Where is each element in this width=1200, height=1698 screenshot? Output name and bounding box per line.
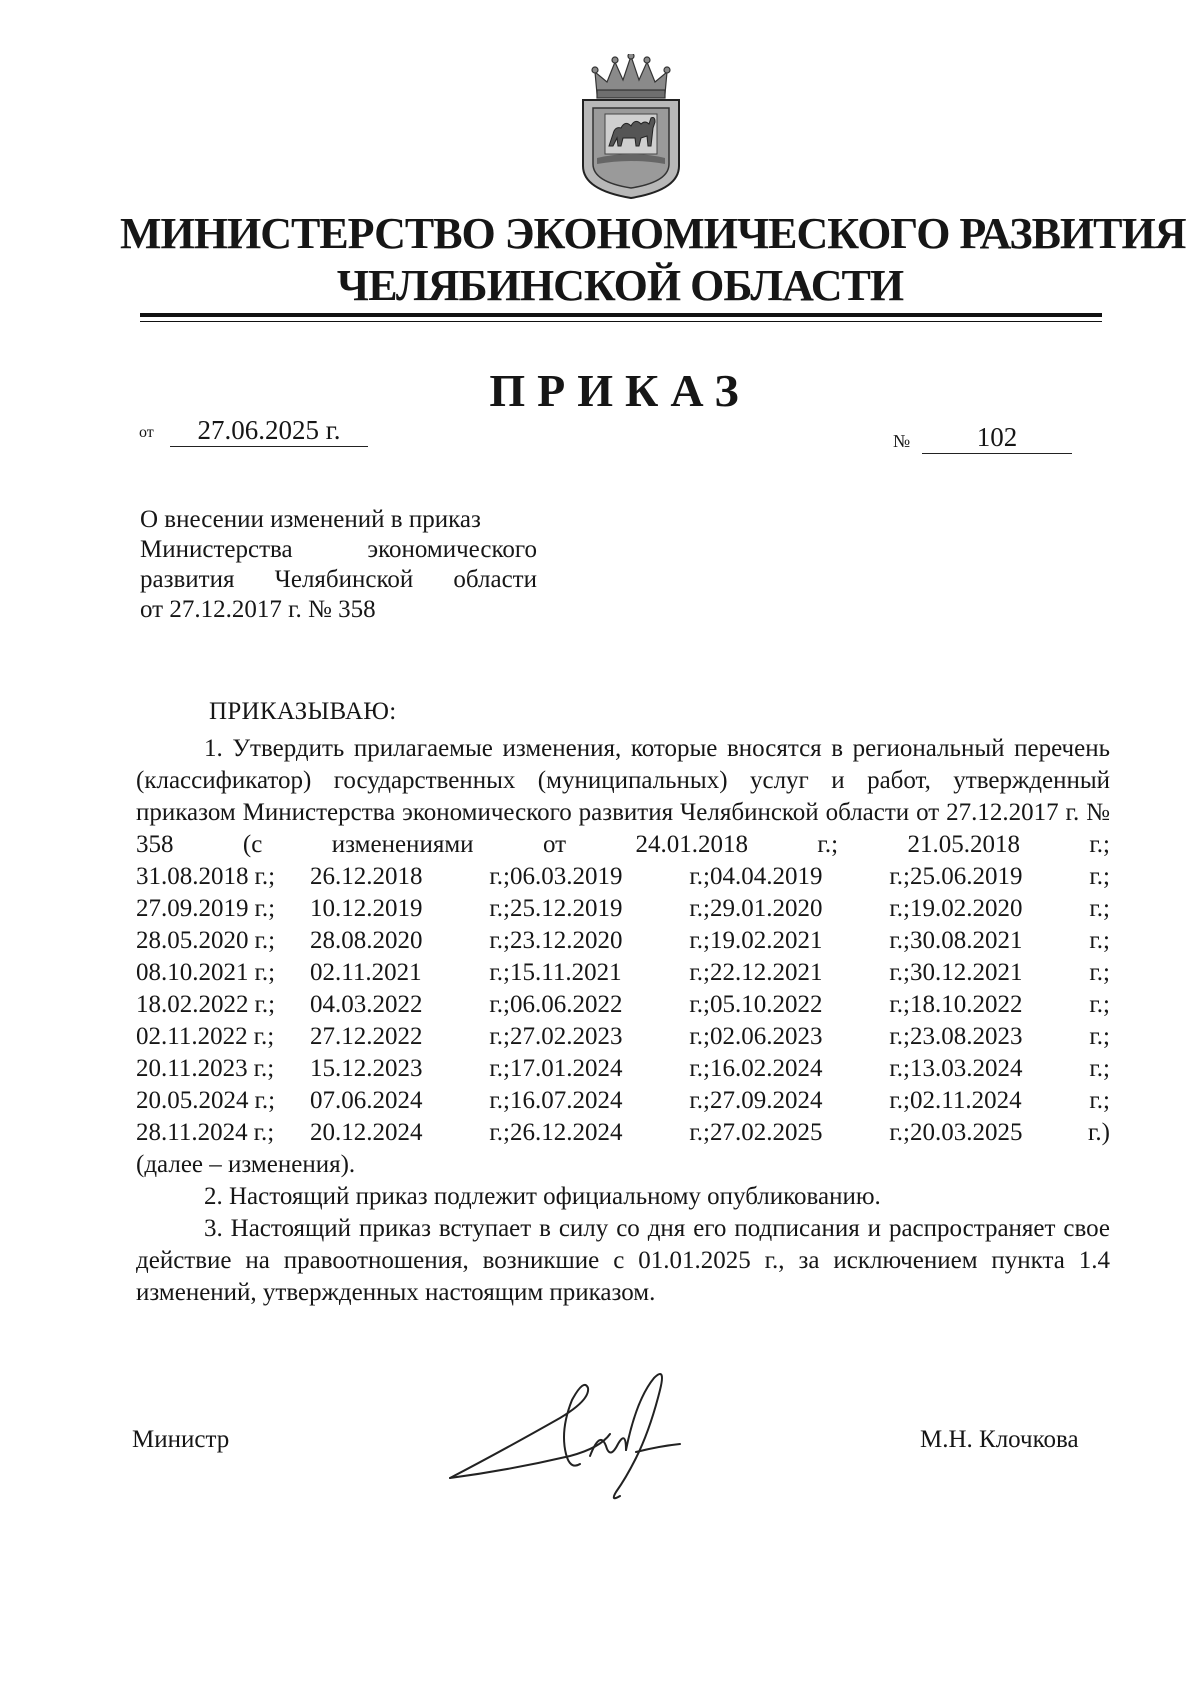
amendment-date-suffix: г.; [1089, 927, 1110, 954]
amendment-date-value: 18.02.2022 [136, 991, 249, 1018]
amendment-date-value: 16.07.2024 [510, 1087, 623, 1114]
amendment-date-suffix: г.; [254, 991, 276, 1018]
order-number: 102 [922, 422, 1072, 454]
amendment-date-value: 07.06.2024 [310, 1087, 423, 1114]
amendment-date-suffix: г.; [254, 863, 276, 890]
document-title: ПРИКАЗ [489, 365, 751, 416]
amendment-date-suffix: г.; [1089, 895, 1110, 922]
amendment-date-value: 29.01.2020 [710, 895, 823, 922]
amendment-date-suffix: г.; [1089, 959, 1110, 986]
amendment-date-value: 27.09.2024 [710, 1087, 823, 1114]
ministry-name-line1: МИНИСТЕРСТВО ЭКОНОМИЧЕСКОГО РАЗВИТИЯ [120, 209, 1186, 258]
amendment-date-suffix: г.; [489, 1119, 510, 1146]
amendment-date-suffix: г.; [489, 959, 510, 986]
amendment-date-value: 02.11.2021 [310, 959, 422, 986]
amendment-date [710, 1117, 910, 1149]
amendment-date-value: 18.10.2022 [910, 991, 1023, 1018]
amendment-date-value: 30.12.2021 [910, 959, 1023, 986]
date-prefix: от [139, 424, 154, 441]
amendment-date-suffix: г.) [1087, 1119, 1110, 1146]
amendment-date-suffix: г.; [689, 1087, 710, 1114]
amendment-date [710, 1021, 910, 1053]
amendment-date [310, 893, 510, 925]
amendment-date [710, 957, 910, 989]
amendment-date-suffix: г.; [254, 927, 276, 954]
amendment-date-value: 25.12.2019 [510, 895, 623, 922]
amendment-date [910, 861, 1110, 893]
item-3: 3. Настоящий приказ вступает в силу со дня его подписания и распространяет свое действие на правоотношения, возникшие с 01.01.2025 г., за исключением пункта 1.4 изменений, утвержденных настоящим приказом. [136, 1215, 1110, 1306]
amendment-date-value: 28.08.2020 [310, 927, 423, 954]
amendment-date [136, 1053, 310, 1085]
amendment-date-suffix: г.; [889, 1055, 910, 1082]
amendment-date [136, 925, 310, 957]
item-1-tail: (далее – изменения). [136, 1151, 356, 1178]
amendment-date-value: 27.12.2022 [310, 1023, 423, 1050]
amendment-date-value: 15.11.2021 [510, 959, 622, 986]
amendment-date-suffix: г.; [489, 991, 510, 1018]
amendment-date-suffix: г.; [254, 895, 276, 922]
amendment-date-suffix: г.; [489, 895, 510, 922]
order-subject [140, 505, 537, 625]
amendment-date-value: 19.02.2020 [910, 895, 1023, 922]
amendment-date-value: 31.08.2018 [136, 863, 249, 890]
amendment-date-suffix: г.; [253, 1023, 275, 1050]
amendment-date [910, 989, 1110, 1021]
amendment-date-value: 28.05.2020 [136, 927, 249, 954]
amendment-date [310, 1021, 510, 1053]
amendment-date-value: 20.03.2025 [910, 1119, 1023, 1146]
amendment-date-value: 10.12.2019 [310, 895, 423, 922]
signatory-name: М.Н. Клочкова [920, 1426, 1079, 1453]
amendment-date [510, 1117, 710, 1149]
amendment-date-suffix: г.; [889, 1087, 910, 1114]
amendment-date-value: 30.08.2021 [910, 927, 1023, 954]
amendment-date [136, 1085, 310, 1117]
subject-line: Министерства экономического [140, 536, 537, 563]
amendment-date [710, 1053, 910, 1085]
amendment-date-suffix: г.; [253, 1055, 275, 1082]
amendment-date-value: 02.11.2024 [910, 1087, 1022, 1114]
amendment-date-value: 06.06.2022 [510, 991, 623, 1018]
subject-line: О внесении изменений в приказ [140, 506, 481, 533]
amendment-date [310, 957, 510, 989]
item-2: 2. Настоящий приказ подлежит официальному опубликованию. [204, 1183, 881, 1210]
amendment-date [910, 1021, 1110, 1053]
decree-word: ПРИКАЗЫВАЮ: [209, 698, 397, 725]
amendment-date [510, 989, 710, 1021]
amendment-date-suffix: г.; [489, 863, 510, 890]
amendment-date [910, 1117, 1110, 1149]
amendment-date-suffix: г.; [689, 1119, 710, 1146]
order-date: 27.06.2025 г. [170, 415, 368, 447]
amendment-date-value: 23.08.2023 [910, 1023, 1023, 1050]
amendment-date-value: 02.06.2023 [710, 1023, 823, 1050]
amendment-date [910, 1053, 1110, 1085]
amendment-date [310, 925, 510, 957]
amendment-date-suffix: г.; [689, 1023, 710, 1050]
coat-of-arms-emblem [575, 54, 687, 200]
amendment-date-suffix: г.; [489, 927, 510, 954]
amendment-date [510, 925, 710, 957]
amendment-date [710, 989, 910, 1021]
amendment-date-value: 22.12.2021 [710, 959, 823, 986]
amendment-date-suffix: г.; [689, 1055, 710, 1082]
amendment-date [510, 1021, 710, 1053]
header-divider-thin [140, 321, 1102, 322]
amendment-date [310, 1085, 510, 1117]
amendment-date-value: 27.02.2023 [510, 1023, 623, 1050]
amendment-date [910, 925, 1110, 957]
amendment-date-suffix: г.; [689, 927, 710, 954]
amendment-date-suffix: г.; [254, 1087, 276, 1114]
amendment-date-suffix: г.; [1089, 1055, 1110, 1082]
amendment-date-suffix: г.; [689, 959, 710, 986]
amendment-date-value: 15.12.2023 [310, 1055, 423, 1082]
amendment-date [136, 989, 310, 1021]
amendment-date [510, 1085, 710, 1117]
item-1-intro: 1. Утвердить прилагаемые изменения, которые вносятся в региональный перечень (классификатор) государственных (муниципальных) услуг и работ, утвержденный приказом Министерства экономического развития Челябинской области от 27.12.2017 г. № 358 (с изменениями от 24.01.2018 г.; 21.05.2018 г.; [136, 735, 1110, 858]
amendment-date-value: 06.03.2019 [510, 863, 623, 890]
header-divider-thick [140, 313, 1102, 317]
amendment-date-suffix: г.; [489, 1055, 510, 1082]
amendment-date-suffix: г.; [1089, 1023, 1110, 1050]
amendment-date [910, 957, 1110, 989]
amendment-date-suffix: г.; [689, 863, 710, 890]
amendment-date-suffix: г.; [889, 1023, 910, 1050]
amendment-date-value: 26.12.2018 [310, 863, 423, 890]
amendment-date [136, 1021, 310, 1053]
amendment-date-suffix: г.; [889, 927, 910, 954]
amendment-date-value: 20.12.2024 [310, 1119, 423, 1146]
amendment-date-suffix: г.; [889, 959, 910, 986]
amendment-date-value: 04.04.2019 [710, 863, 823, 890]
amendment-date [510, 957, 710, 989]
amendment-date-value: 05.10.2022 [710, 991, 823, 1018]
amendment-date-suffix: г.; [689, 895, 710, 922]
amendment-date [910, 1085, 1110, 1117]
amendment-date-value: 08.10.2021 [136, 959, 249, 986]
amendment-date [710, 925, 910, 957]
amendment-date-suffix: г.; [1089, 863, 1110, 890]
amendment-date [710, 861, 910, 893]
amendment-date-suffix: г.; [889, 991, 910, 1018]
amendment-date [710, 893, 910, 925]
amendment-date-value: 28.11.2024 [136, 1119, 248, 1146]
amendment-date-suffix: г.; [254, 959, 276, 986]
signatory-title: Министр [132, 1426, 230, 1453]
amendment-date [510, 861, 710, 893]
amendment-date-suffix: г.; [1089, 991, 1110, 1018]
amendment-date-value: 27.09.2019 [136, 895, 249, 922]
amendment-date-value: 19.02.2021 [710, 927, 823, 954]
subject-line: от 27.12.2017 г. № 358 [140, 596, 376, 623]
amendment-date [310, 1117, 510, 1149]
amendment-date-suffix: г.; [689, 991, 710, 1018]
handwritten-signature [440, 1360, 700, 1510]
amendment-date-value: 16.02.2024 [710, 1055, 823, 1082]
amendment-date-value: 20.11.2023 [136, 1055, 248, 1082]
amendment-date-suffix: г.; [1089, 1087, 1110, 1114]
amendment-date [136, 861, 310, 893]
number-prefix: № [893, 431, 911, 451]
amendment-date-value: 13.03.2024 [910, 1055, 1023, 1082]
amendment-date-value: 23.12.2020 [510, 927, 623, 954]
amendment-date-suffix: г.; [889, 863, 910, 890]
amendment-date-value: 20.05.2024 [136, 1087, 249, 1114]
amendment-date-value: 02.11.2022 [136, 1023, 248, 1050]
amendment-date-suffix: г.; [889, 895, 910, 922]
order-body [136, 733, 1110, 1309]
amendment-date-value: 17.01.2024 [510, 1055, 623, 1082]
amendment-date-suffix: г.; [489, 1023, 510, 1050]
amendment-dates-list [136, 861, 1110, 1149]
amendment-date-suffix: г.; [253, 1119, 275, 1146]
amendment-date-value: 26.12.2024 [510, 1119, 623, 1146]
amendment-date-value: 27.02.2025 [710, 1119, 823, 1146]
amendment-date-value: 25.06.2019 [910, 863, 1023, 890]
amendment-date [136, 1117, 310, 1149]
amendment-date-suffix: г.; [889, 1119, 910, 1146]
amendment-date [136, 893, 310, 925]
amendment-date [310, 861, 510, 893]
amendment-date [910, 893, 1110, 925]
amendment-date [310, 989, 510, 1021]
subject-line: развития Челябинской области [140, 566, 537, 593]
ministry-name-line2: ЧЕЛЯБИНСКОЙ ОБЛАСТИ [336, 261, 904, 310]
amendment-date [510, 1053, 710, 1085]
amendment-date [710, 1085, 910, 1117]
amendment-date [510, 893, 710, 925]
amendment-date-value: 04.03.2022 [310, 991, 423, 1018]
amendment-date-suffix: г.; [489, 1087, 510, 1114]
amendment-date [136, 957, 310, 989]
amendment-date [310, 1053, 510, 1085]
